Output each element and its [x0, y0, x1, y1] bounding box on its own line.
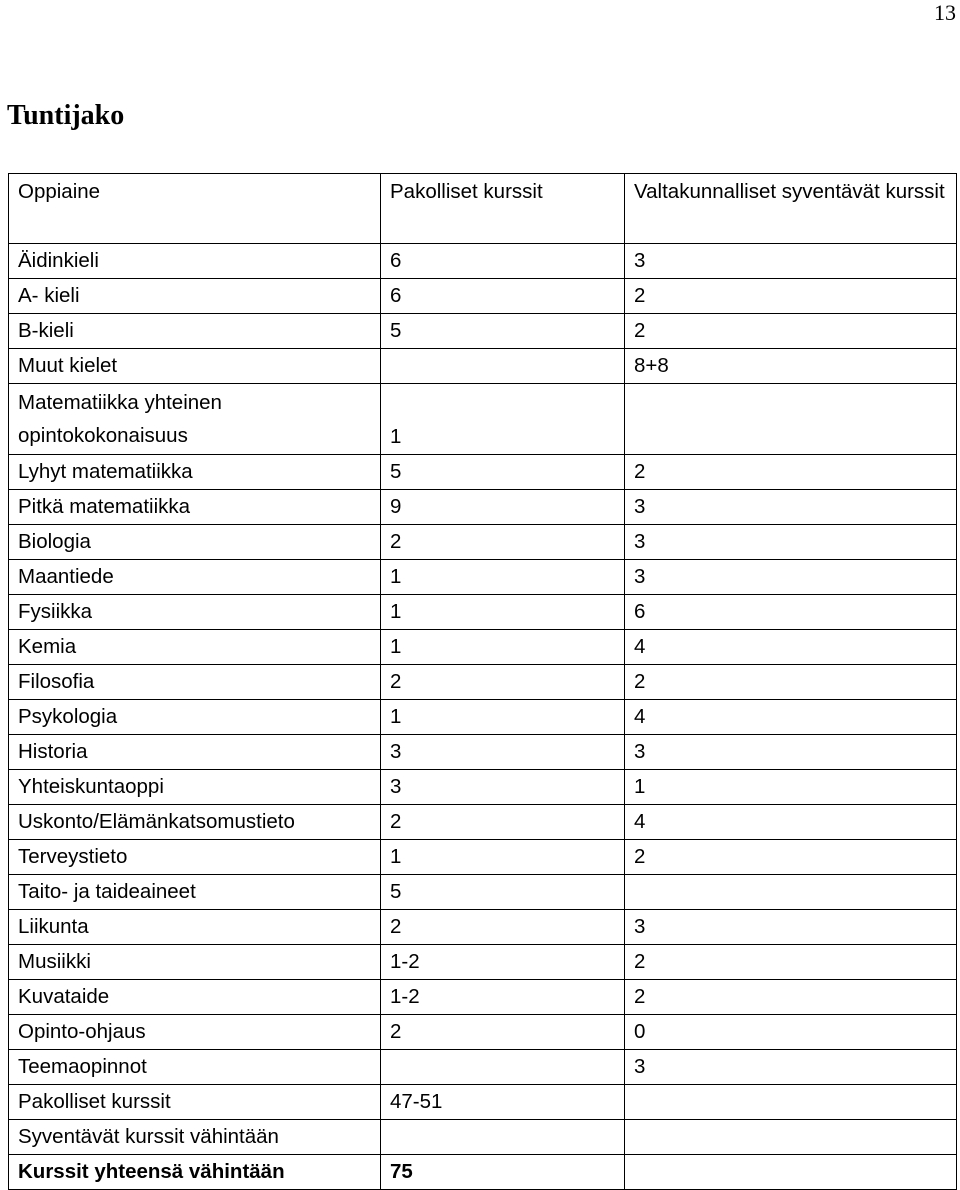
mandatory-cell: 3: [381, 770, 625, 805]
subject-cell: Uskonto/Elämänkatsomustieto: [9, 805, 381, 840]
table-row: [9, 490, 957, 525]
subject-cell: Lyhyt matematiikka: [9, 455, 381, 490]
mandatory-cell: 47-51: [381, 1085, 625, 1120]
advanced-cell: 3: [625, 244, 957, 279]
mandatory-cell: 2: [381, 525, 625, 560]
table-row: [9, 1120, 957, 1155]
table-row: [9, 314, 957, 349]
mandatory-cell: 5: [381, 314, 625, 349]
table-row: [9, 875, 957, 910]
table-row: [9, 455, 957, 490]
mandatory-cell: [381, 1120, 625, 1155]
subject-cell: Musiikki: [9, 945, 381, 980]
subject-cell: Filosofia: [9, 665, 381, 700]
subject-cell: Yhteiskuntaoppi: [9, 770, 381, 805]
mandatory-cell: 6: [381, 279, 625, 314]
table-row: [9, 1085, 957, 1120]
advanced-cell: 2: [625, 980, 957, 1015]
subject-cell: Pakolliset kurssit: [9, 1085, 381, 1120]
mandatory-cell: 5: [381, 455, 625, 490]
table-row: [9, 1050, 957, 1085]
mandatory-cell: 1-2: [381, 945, 625, 980]
table-row: [9, 279, 957, 314]
mandatory-cell: 2: [381, 910, 625, 945]
table-header-row: [9, 174, 957, 244]
advanced-cell: 2: [625, 455, 957, 490]
subject-cell: Pitkä matematiikka: [9, 490, 381, 525]
advanced-cell: 8+8: [625, 349, 957, 384]
mandatory-cell: 2: [381, 665, 625, 700]
advanced-cell: 1: [625, 770, 957, 805]
header-subject: Oppiaine: [9, 174, 381, 244]
mandatory-cell: 1: [381, 595, 625, 630]
mandatory-cell: 2: [381, 805, 625, 840]
mandatory-cell: 1: [381, 700, 625, 735]
advanced-cell: 3: [625, 910, 957, 945]
mandatory-cell: [381, 349, 625, 384]
mandatory-cell: 6: [381, 244, 625, 279]
mandatory-cell: 3: [381, 735, 625, 770]
advanced-cell: 3: [625, 1050, 957, 1085]
subject-cell: Taito- ja taideaineet: [9, 875, 381, 910]
table-row: [9, 525, 957, 560]
advanced-cell: 0: [625, 1015, 957, 1050]
subject-cell: Kuvataide: [9, 980, 381, 1015]
table-row: [9, 700, 957, 735]
advanced-cell: 3: [625, 735, 957, 770]
mandatory-cell: 2: [381, 1015, 625, 1050]
advanced-cell: 4: [625, 630, 957, 665]
mandatory-cell: 5: [381, 875, 625, 910]
subject-cell: Syventävät kurssit vähintään: [9, 1120, 381, 1155]
table-row: [9, 980, 957, 1015]
advanced-cell: [625, 1155, 957, 1190]
subject-cell: Opinto-ohjaus: [9, 1015, 381, 1050]
advanced-cell: [625, 1120, 957, 1155]
page-title: Tuntijako: [7, 100, 125, 131]
table-row: [9, 244, 957, 279]
subject-cell: Psykologia: [9, 700, 381, 735]
advanced-cell: 3: [625, 560, 957, 595]
header-advanced: Valtakunnalliset syventävät kurssit: [625, 174, 957, 244]
table-row: [9, 735, 957, 770]
mandatory-cell: 1: [381, 840, 625, 875]
mandatory-cell: 9: [381, 490, 625, 525]
subject-cell: Liikunta: [9, 910, 381, 945]
subject-cell: Historia: [9, 735, 381, 770]
subject-cell: Kemia: [9, 630, 381, 665]
mandatory-cell: 1: [381, 630, 625, 665]
header-mandatory: Pakolliset kurssit: [381, 174, 625, 244]
subject-cell: Äidinkieli: [9, 244, 381, 279]
subject-cell: Kurssit yhteensä vähintään: [9, 1155, 381, 1190]
table-row: [9, 560, 957, 595]
table-row: [9, 840, 957, 875]
subject-cell: Matematiikka yhteinen opintokokonaisuus: [9, 384, 381, 455]
advanced-cell: 4: [625, 700, 957, 735]
mandatory-cell: 1: [381, 560, 625, 595]
advanced-cell: 2: [625, 279, 957, 314]
advanced-cell: [625, 384, 957, 455]
advanced-cell: 4: [625, 805, 957, 840]
advanced-cell: 3: [625, 525, 957, 560]
advanced-cell: 2: [625, 314, 957, 349]
table-row: [9, 910, 957, 945]
advanced-cell: 6: [625, 595, 957, 630]
advanced-cell: 3: [625, 490, 957, 525]
mandatory-cell: [381, 1050, 625, 1085]
mandatory-cell: 1-2: [381, 980, 625, 1015]
table-row: [9, 349, 957, 384]
subject-cell: Teemaopinnot: [9, 1050, 381, 1085]
subject-cell: Biologia: [9, 525, 381, 560]
table-row: [9, 805, 957, 840]
advanced-cell: 2: [625, 945, 957, 980]
course-distribution-table: [8, 173, 957, 1190]
subject-cell: Fysiikka: [9, 595, 381, 630]
advanced-cell: 2: [625, 665, 957, 700]
subject-cell: A- kieli: [9, 279, 381, 314]
mandatory-cell: 1: [381, 384, 625, 455]
table-row-total: [9, 1155, 957, 1190]
table-row: [9, 630, 957, 665]
subject-cell: Maantiede: [9, 560, 381, 595]
table-row: [9, 1015, 957, 1050]
advanced-cell: [625, 1085, 957, 1120]
subject-cell: B-kieli: [9, 314, 381, 349]
advanced-cell: 2: [625, 840, 957, 875]
subject-cell: Terveystieto: [9, 840, 381, 875]
table-row: [9, 945, 957, 980]
table-row: [9, 770, 957, 805]
table-row: [9, 384, 957, 455]
subject-cell: Muut kielet: [9, 349, 381, 384]
mandatory-cell: 75: [381, 1155, 625, 1190]
table-row: [9, 665, 957, 700]
page-number: 13: [934, 0, 956, 25]
advanced-cell: [625, 875, 957, 910]
table-row: [9, 595, 957, 630]
